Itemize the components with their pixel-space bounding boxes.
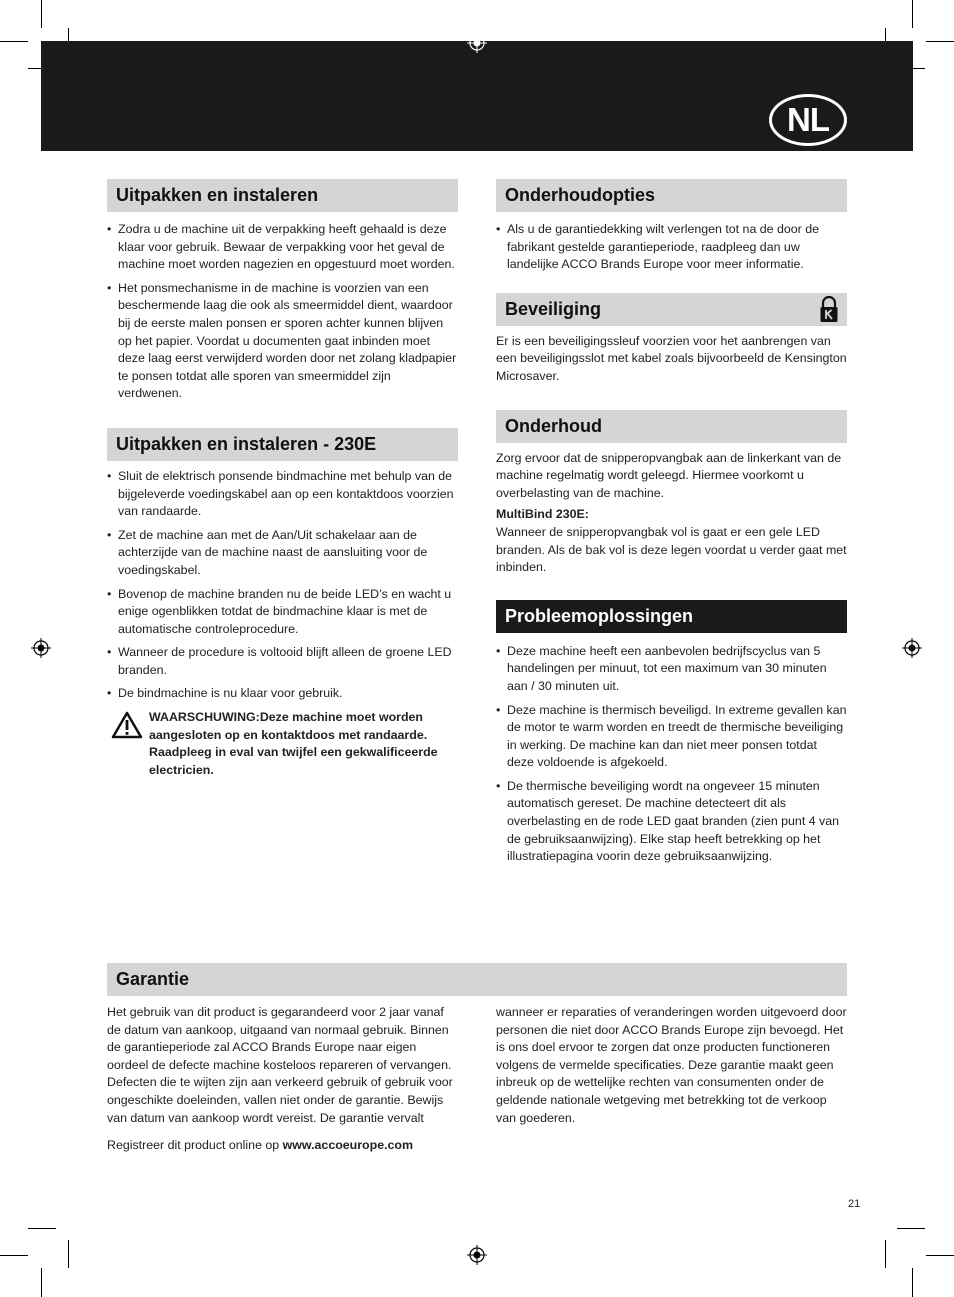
section-heading-label: Beveiliging [505, 298, 602, 319]
crop-mark [0, 41, 28, 42]
list-item: • Als u de garantiedekking wilt verlengen tot na de door de fabrikant gestelde garantieperiode, raadpleeg dan uw landelijke ACCO Brands Europe voor meer informatie. [496, 221, 847, 274]
list-item: • De bindmachine is nu klaar voor gebruik. [107, 685, 458, 703]
register-line [107, 1137, 458, 1155]
crop-mark [0, 1255, 28, 1256]
section-heading: Uitpakken en instaleren [107, 179, 458, 212]
warranty-text: wanneer er reparaties of veranderingen worden uitgevoerd door personen die niet door ACCO Brands Europe zijn bevoegd. Het is ons doel ervoor te zorgen dat onze producten functioneren volgens de vermelde specificaties. Deze garantie maakt geen inbreuk op de wettelijke rechten van consumenten onder de geldende nationale wetgeving met betrekking tot de verkoop van goederen. [496, 1005, 847, 1125]
list-item: • Bovenop de machine branden nu de beide LED’s en wacht u enige ogenblikken totdat de bindmachine klaar is met de automatische controleprocedure. [107, 586, 458, 639]
language-badge: NL [769, 94, 847, 146]
crop-mark [68, 1240, 69, 1268]
list-item: • De thermische beveiliging wordt na ongeveer 15 minuten automatisch gereset. De machine detecteert dit als overbelasting en de rode LED gaat branden (zien punt 4 van de gebruiksaanwijzing). Elke stap heeft betrekking op het illustratiepagina voorin deze gebruiksaanwijzing. [496, 778, 847, 866]
section-heading: Onderhoudopties [496, 179, 847, 212]
crop-mark [41, 1268, 42, 1297]
list-item: • Zet de machine aan met de Aan/Uit schakelaar aan de achterzijde van de machine naast de aansluiting voor de voedingskabel. [107, 527, 458, 580]
bullet-list [496, 643, 847, 866]
list-item: • Deze machine is thermisch beveiligd. In extreme gevallen kan de motor te warm worden en treedt de thermische beveiliging in werking. De machine kan dan niet meer ponsen totdat deze voldoende is afgekoeld. [496, 702, 847, 772]
subsection-body: Wanneer de snipperopvangbak vol is gaat er een gele LED branden. Als de bak vol is deze legen voordat u verder gaat met inbinden. [496, 524, 847, 575]
warning-text: WAARSCHUWING:Deze machine moet worden aangesloten op en kontaktdoos met randaarde. Raadpleeg in eval van twijfel een gekwalificeerde electricien. [149, 710, 438, 777]
list-item: • Deze machine heeft een aanbevolen bedrijfscyclus van 5 handelingen per minuut, tot een maximum van 30 minuten aan / 30 minuten uit. [496, 643, 847, 696]
crop-mark [897, 1228, 925, 1229]
section-heading: Probleemoplossingen [496, 600, 847, 633]
register-link[interactable]: www.accoeurope.com [282, 1138, 414, 1152]
left-column [107, 179, 458, 779]
register-text: Registreer dit product online op [107, 1138, 283, 1152]
warning-triangle-icon [111, 711, 143, 739]
crop-mark [912, 0, 913, 28]
section-heading: Uitpakken en instaleren - 230E [107, 428, 458, 461]
list-item: • Het ponsmechanisme in de machine is voorzien van een beschermende laag die ook als smeermiddel dient, waardoor bij de eerste malen ponsen er sporen achter kunnen blijven op het papier. Voordat u documenten gaat inbinden moet deze laag eerst verwijderd worden door net zolang kladpapier te ponsen totdat alle sporen van smeermiddel zijn verdwenen. [107, 280, 458, 403]
bullet-list [107, 468, 458, 703]
registration-mark-icon [31, 638, 51, 658]
list-item: • Sluit de elektrisch ponsende bindmachine met behulp van de bijgeleverde voedingskabel aan op een kontaktdoos voorzien van randaarde. [107, 468, 458, 521]
crop-mark [28, 1228, 56, 1229]
section-body: Er is een beveiligingssleuf voorzien voor het aanbrengen van een beveiligingsslot met kabel zoals bijvoorbeeld de Kensington Microsaver. [496, 333, 847, 383]
section-body: Zorg ervoor dat de snipperopvangbak aan de linkerkant van de machine regelmatig wordt geleegd. Hiermee voorkomt u overbelasting van de machine. [496, 450, 842, 500]
registration-mark-icon [467, 1245, 487, 1265]
section-heading: Onderhoud [496, 410, 847, 443]
list-item: • Wanneer de procedure is voltooid blijft alleen de groene LED branden. [107, 644, 458, 679]
crop-mark [912, 1268, 913, 1297]
crop-mark [41, 0, 42, 28]
section-heading [496, 293, 847, 326]
section-heading: Garantie [107, 963, 847, 996]
warning-note [107, 709, 458, 779]
crop-mark [926, 41, 954, 42]
crop-mark [885, 1240, 886, 1268]
kensington-lock-icon [819, 296, 839, 323]
registration-mark-icon [467, 33, 487, 53]
crop-mark [926, 1255, 954, 1256]
bullet-list [107, 221, 458, 403]
registration-mark-icon [902, 638, 922, 658]
warranty-text: Het gebruik van dit product is gegarandeerd voor 2 jaar vanaf de datum van aankoop, uitgaand van normaal gebruik. Binnen de garantieperiode zal ACCO Brands Europe naar eigen oordeel de defecte machine kosteloos repareren of vervangen. Defecten die te wijten zijn aan verkeerd gebruik of gebruik voor ongeschikte doeleinden, vallen niet onder de garantie. Bewijs van datum van aankoop wordt vereist. De garantie vervalt [107, 1005, 453, 1125]
bullet-list [496, 221, 847, 274]
list-item: • Zodra u de machine uit de verpakking heeft gehaald is deze klaar voor gebruik. Bewaar de verpakking voor het geval de machine moet worden nagezien en opgestuurd moet worden. [107, 221, 458, 274]
page-number: 21 [848, 1198, 861, 1210]
right-column [496, 179, 847, 872]
subsection-title: MultiBind 230E: [496, 507, 589, 522]
